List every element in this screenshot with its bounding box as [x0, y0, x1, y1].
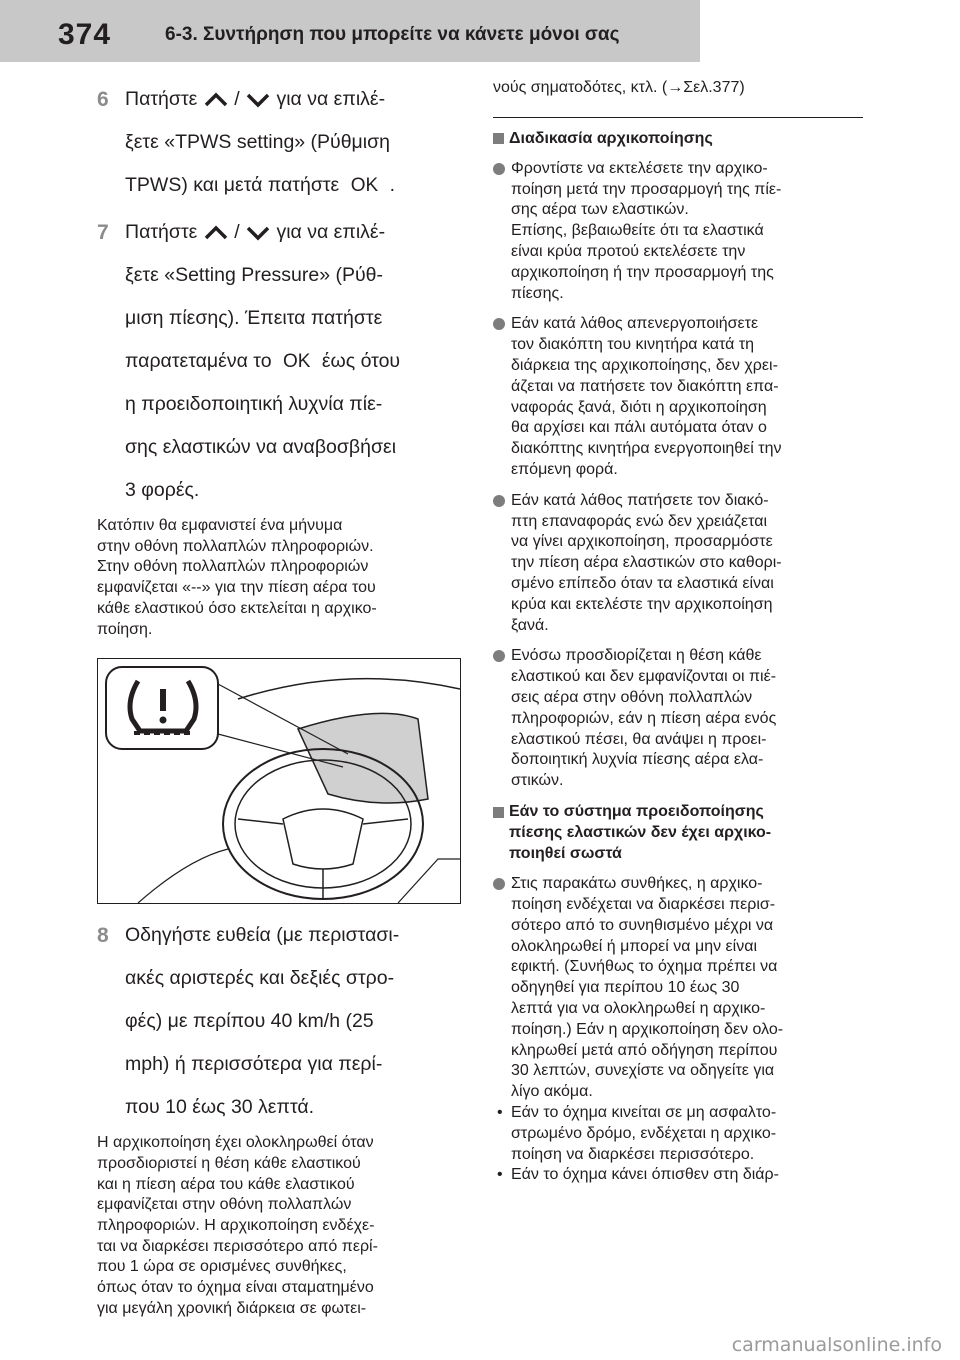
circle-bullet-icon [493, 650, 505, 662]
step-line: ξετε «TPWS setting» (Ρύθμιση [125, 131, 391, 153]
continuation-text: νούς σηματοδότες, κτλ. (→Σελ.377) [493, 79, 745, 96]
sub-list-item: • Εάν το όχημα κάνει όπισθεν στη διάρ- [493, 1165, 865, 1186]
step-line: Πατήστε / για να επιλέ- [125, 221, 386, 243]
step-line: φές) με περίπου 40 km/h (25 [125, 1010, 374, 1033]
list-item: Εάν κατά λάθος πατήσετε τον διακό- πτη επαναφοράς ενώ δεν χρειάζεται να γίνει αρχικοποίηση, προσαρμόστε την πίεση αέρα ελαστικών στο καθορι- σμένο επίπεδο όταν τα ελαστικά είναι κρύα και εκτελέστε την αρχικοποίηση ξανά. [493, 491, 865, 637]
step-line: Πατήστε / για να επιλέ- [125, 88, 386, 110]
list-item: Στις παρακάτω συνθήκες, η αρχικο- ποίηση ενδέχεται να διαρκέσει περισ- σότερο από το συνηθισμένο μέχρι να ολοκληρωθεί ή μπορεί να μην είναι εφικτή. (Συνήθως το όχημα πρέπει να οδηγηθεί για περίπου 10 έως 30 λεπτά για να ολοκληρωθεί η αρχικο- ποίηση.) Εάν η αρχικοποίηση δεν ολο- κληρωθεί μετά από οδήγηση περίπου 30 λεπτών, συνεχίστε να οδηγείτε για λίγο ακόμα. • Εάν το όχημα κινείται σε μη ασφαλτο- στρωμένο δρόμο, ενδέχεται η αρχικο- ποίηση να διαρκέσει περισσότερο. • Εάν το όχημα κάνει όπισθεν στη διάρ- [493, 874, 865, 1186]
square-bullet-icon [493, 133, 504, 144]
divider [493, 117, 863, 118]
section-title: 6-3. Συντήρηση που μπορείτε να κάνετε μόνοι σας [165, 24, 620, 45]
step-line: 3 φορές. [125, 479, 200, 501]
square-bullet-icon [493, 807, 504, 818]
step-line: TPWS) και μετά πατήστε OK . [125, 164, 463, 207]
heading-initialization-procedure: Διαδικασία αρχικοποίησης [493, 128, 865, 149]
step-number: 7 [97, 221, 109, 244]
sub-bullet-marker: • [497, 1104, 503, 1122]
circle-bullet-icon [493, 318, 505, 330]
list-item: Φροντίστε να εκτελέσετε την αρχικο- ποίηση μετά την προσαρμογή της πίε- σης αέρα των ελαστικών. Επίσης, βεβαιωθείτε ότι τα ελαστικά είναι κρύα προτού εκτελέσετε την αρχικοποίηση ή την προσαρμογή της πίεσης. [493, 159, 865, 305]
step-line: που 10 έως 30 λεπτά. [125, 1096, 315, 1119]
step-line: σης ελαστικών να αναβοσβήσει [125, 436, 397, 458]
chevron-up-icon [203, 225, 229, 241]
step-line: η προειδοποιητική λυχνία πίε- [125, 393, 383, 415]
step-line: μιση πίεσης). Έπειτα πατήστε [125, 307, 383, 329]
list-item: Εάν κατά λάθος απενεργοποιήσετε τον διακόπτη του κινητήρα κατά τη διάρκεια της αρχικοποίησης, δεν χρει- άζεται να πατήσετε τον διακόπτη επα- ναφοράς ξανά, διότι η αρχικοποίηση θα αρχίσει και πάλι αυτόματα όταν ο διακόπτης κινητήρα ενεργοποιηθεί την επόμενη φορά. [493, 314, 865, 480]
tire-pressure-warning-icon [120, 673, 206, 743]
chevron-up-icon [203, 92, 229, 108]
note-paragraph: Κατόπιν θα εμφανιστεί ένα μήνυμα στην οθόνη πολλαπλών πληροφοριών. Στην οθόνη πολλαπλών πληροφοριών εμφανίζεται «--» για την πίεση αέρα του κάθε ελαστικού όσο εκτελείται η αρχικο- ποίηση. [97, 517, 377, 638]
step-7 [97, 211, 463, 512]
step-number: 6 [97, 88, 109, 111]
step-8 [97, 914, 463, 1129]
page-number: 374 [58, 18, 112, 51]
step-number: 8 [97, 924, 109, 948]
step-line: παρατεταμένα το OK έως ότου [125, 340, 463, 383]
circle-bullet-icon [493, 163, 505, 175]
left-column [97, 78, 463, 1338]
circle-bullet-icon [493, 878, 505, 890]
step-line: mph) ή περισσότερα για περί- [125, 1053, 383, 1076]
chevron-down-icon [245, 92, 271, 108]
right-column [493, 78, 865, 1196]
chevron-down-icon [245, 225, 271, 241]
watermark: carmanualsonline.info [731, 1334, 942, 1356]
sub-list-item: • Εάν το όχημα κινείται σε μη ασφαλτο- στρωμένο δρόμο, ενδέχεται η αρχικο- ποίηση να διαρκέσει περισσότερο. [497, 1104, 777, 1163]
step-line: ξετε «Setting Pressure» (Ρύθ- [125, 264, 384, 286]
ok-button-glyph: OK [350, 175, 379, 196]
ok-button-glyph: OK [282, 351, 311, 372]
dashboard-illustration [97, 658, 461, 904]
list-item: Ενόσω προσδιορίζεται η θέση κάθε ελαστικού και δεν εμφανίζονται οι πιέ- σεις αέρα στην οθόνη πολλαπλών πληροφοριών, εάν η πίεση αέρα ενός ελαστικού πέσει, θα ανάψει η προει- δοποιητική λυχνία πίεσης αέρα ελα- στικών. [493, 646, 865, 792]
step-6 [97, 78, 463, 207]
circle-bullet-icon [493, 495, 505, 507]
step-line: ακές αριστερές και δεξιές στρο- [125, 967, 395, 990]
step-line: Οδηγήστε ευθεία (με περιστασι- [125, 924, 400, 947]
completion-paragraph: Η αρχικοποίηση έχει ολοκληρωθεί όταν προσδιοριστεί η θέση κάθε ελαστικού και η πίεση αέρα του κάθε ελαστικού εμφανίζεται στην οθόνη πολλαπλών πληροφοριών. Η αρχικοποίηση ενδέχε- ται να διαρκέσει περισσότερο από περί- που 1 ώρα σε ορισμένες συνθήκες, όπως όταν το όχημα είναι σταματημένο για μεγάλη χρονική διάρκεια σε φωτει- [97, 1134, 378, 1317]
sub-bullet-marker: • [497, 1166, 503, 1184]
heading-not-initialized: Εάν το σύστημα προειδοποίησης πίεσης ελαστικών δεν έχει αρχικο- ποιηθεί σωστά [493, 802, 865, 864]
